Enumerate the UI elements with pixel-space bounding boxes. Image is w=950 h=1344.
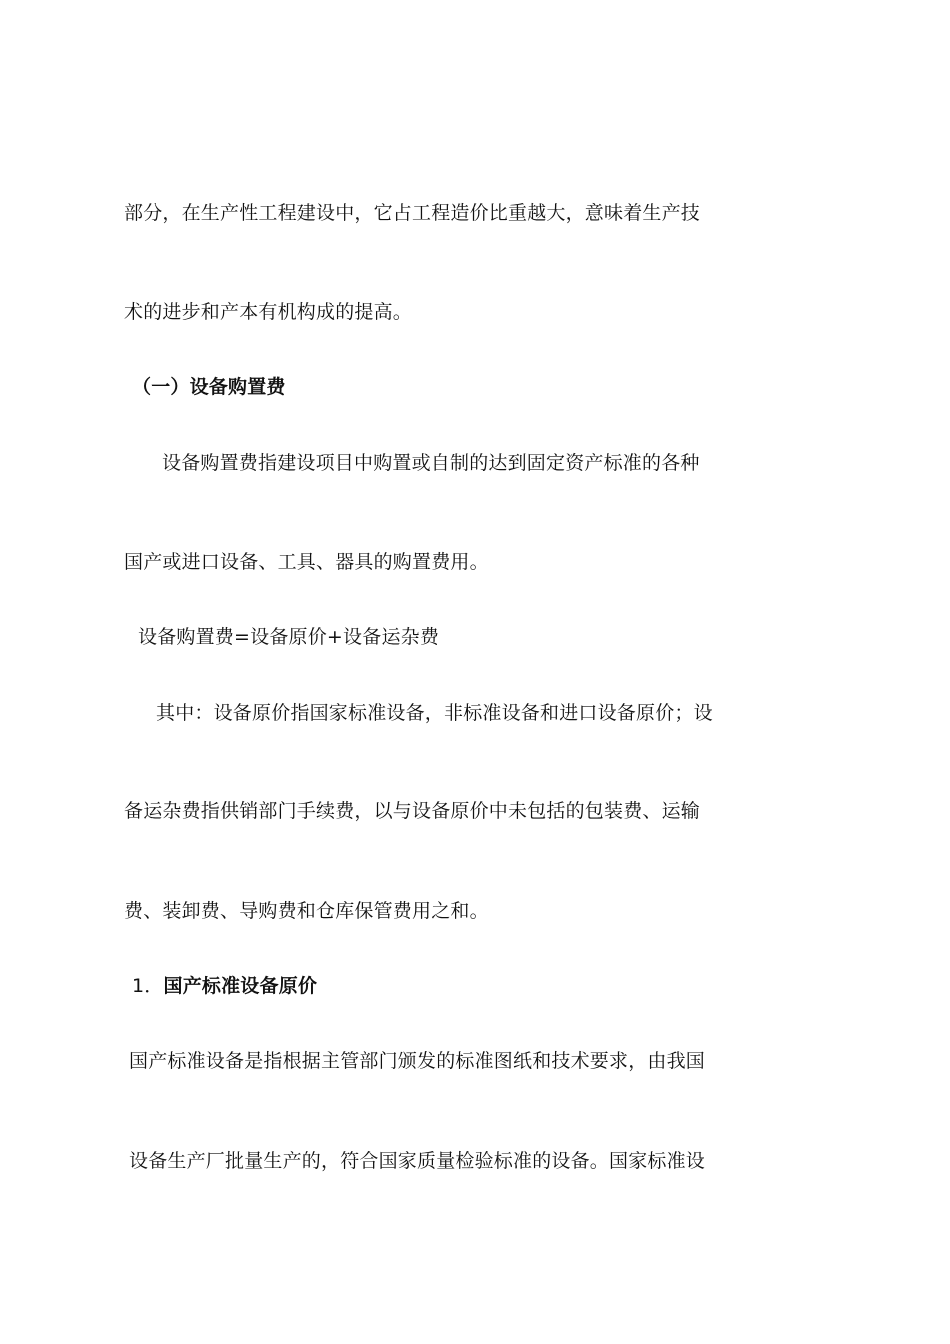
subsection-title: 国产标准设备原价 — [163, 975, 318, 997]
paragraph-3-line-1: 其中：设备原价指国家标准设备，非标准设备和进口设备原价；设 — [156, 702, 713, 724]
paragraph-4-line-1: 国产标准设备是指根据主管部门颁发的标准图纸和技术要求，由我国 — [129, 1050, 706, 1072]
paragraph-3-line-3: 费、装卸费、导购费和仓库保管费用之和。 — [124, 900, 489, 922]
paragraph-2-line-2: 国产或进口设备、工具、器具的购置费用。 — [124, 551, 489, 573]
paragraph-1-line-1: 部分，在生产性工程建设中，它占工程造价比重越大，意味着生产技 — [124, 202, 701, 224]
section-heading-equipment-purchase: （一）设备购置费 — [132, 376, 286, 398]
paragraph-1-line-2: 术的进步和产本有机构成的提高。 — [124, 301, 413, 323]
paragraph-2-line-1: 设备购置费指建设项目中购置或自制的达到固定资产标准的各种 — [162, 452, 700, 474]
formula-line: 设备购置费=设备原价+设备运杂费 — [138, 626, 440, 648]
subsection-heading-domestic-standard-equipment — [132, 973, 732, 999]
subsection-number: 1． — [132, 975, 164, 997]
paragraph-4-line-2: 设备生产厂批量生产的，符合国家质量检验标准的设备。国家标准设 — [129, 1150, 706, 1172]
paragraph-3-line-2: 备运杂费指供销部门手续费，以与设备原价中未包括的包装费、运输 — [124, 800, 701, 822]
